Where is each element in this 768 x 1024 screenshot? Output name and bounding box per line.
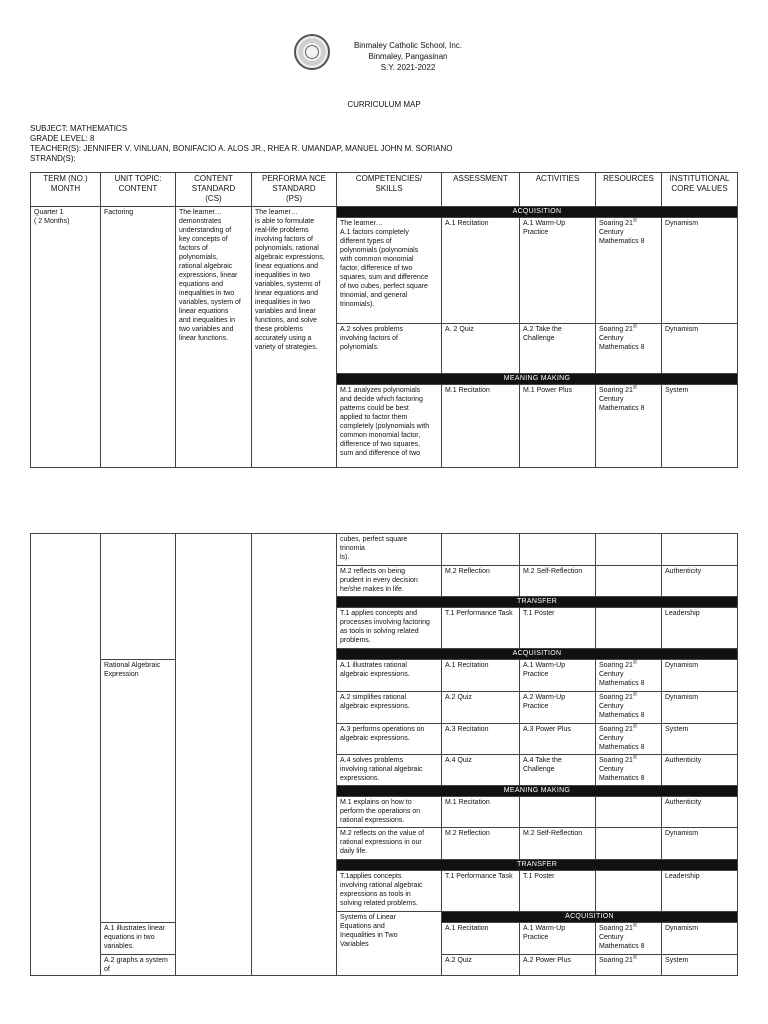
performance-standard-cell xyxy=(252,534,337,976)
resource-cell xyxy=(596,871,662,912)
assessment-cell: M.2 Reflection xyxy=(442,566,520,597)
school-header xyxy=(343,40,473,73)
assessment-cell: A.1 Recitation xyxy=(442,923,520,955)
subject-line: SUBJECT: MATHEMATICS xyxy=(30,124,128,133)
core-value-cell xyxy=(662,534,738,566)
content-standard-header: CONTENT STANDARD (CS) xyxy=(176,173,252,207)
assessment-cell: A.1 Recitation xyxy=(442,218,520,324)
phase-acquisition: ACQUISITION xyxy=(337,649,738,660)
activity-cell: M.2 Self-Reflection xyxy=(520,566,596,597)
table-row xyxy=(31,660,738,692)
phase-meaning-making: MEANING MAKING xyxy=(337,374,738,385)
topic-cell: Systems of Linear Equations and Inequalities in Two Variables xyxy=(337,912,442,976)
assessment-cell: M.1 Recitation xyxy=(442,385,520,468)
resource-cell: Soaring 21st Century Mathematics 8 xyxy=(596,218,662,324)
activity-cell: A.3 Power Plus xyxy=(520,724,596,755)
resource-cell xyxy=(596,608,662,649)
assessment-cell: A.3 Recitation xyxy=(442,724,520,755)
competency-cell: T.1applies concepts involving rational algebraic expressions as tools in solving related problems. xyxy=(337,871,442,912)
topic-cell: Factoring xyxy=(101,207,176,468)
assessment-header: ASSESSMENT xyxy=(442,173,520,207)
phase-row xyxy=(31,207,738,218)
core-value-cell: System xyxy=(662,385,738,468)
curriculum-table-page1 xyxy=(30,172,738,468)
competency-cell: M.1 analyzes polynomials and decide which factoring patterns could be best applied to factor them completely (polynomials with common monomial factor, difference of two squares, sum and difference of two xyxy=(337,385,442,468)
phase-meaning-making: MEANING MAKING xyxy=(337,786,738,797)
term-header: TERM (NO.) MONTH xyxy=(31,173,101,207)
resource-cell: Soaring 21st Century Mathematics 8 xyxy=(596,724,662,755)
phase-acquisition: ACQUISITION xyxy=(442,912,738,923)
phase-transfer: TRANSFER xyxy=(337,597,738,608)
core-value-cell: System xyxy=(662,955,738,976)
assessment-cell: A.2 Quiz xyxy=(442,955,520,976)
activity-cell: A.1 Warm-Up Practice xyxy=(520,923,596,955)
resource-cell xyxy=(596,797,662,828)
school-seal-icon xyxy=(294,34,330,70)
core-value-cell: Dynamism xyxy=(662,218,738,324)
resources-header: RESOURCES xyxy=(596,173,662,207)
competency-cell: A.2 simplifies rational algebraic expressions. xyxy=(337,692,442,724)
core-values-header: INSTITUTIONAL CORE VALUES xyxy=(662,173,738,207)
competencies-header: COMPETENCIES/ SKILLS xyxy=(337,173,442,207)
assessment-cell: A.1 Recitation xyxy=(442,660,520,692)
performance-standard-header: PERFORMA NCE STANDARD (PS) xyxy=(252,173,337,207)
content-standard-cell: The learner… demonstrates understanding of key concepts of factors of polynomials, rational algebraic expressions, linear equations and inequalities in two variables, system of linear equations and inequalities in two variables and linear functions. xyxy=(176,207,252,468)
core-value-cell: Leadership xyxy=(662,871,738,912)
core-value-cell: System xyxy=(662,724,738,755)
resource-cell: Soaring 21st Century Mathematics 8 xyxy=(596,385,662,468)
assessment-cell: M.2 Reflection xyxy=(442,828,520,860)
activity-cell: M.1 Power Plus xyxy=(520,385,596,468)
topic-header: UNIT TOPIC: CONTENT xyxy=(101,173,176,207)
assessment-cell: A.4 Quiz xyxy=(442,755,520,786)
phase-acquisition: ACQUISITION xyxy=(337,207,738,218)
core-value-cell: Dynamism xyxy=(662,324,738,374)
competency-cell: M.1 explains on how to perform the operations on rational expressions. xyxy=(337,797,442,828)
competency-cell: A.2 graphs a system of xyxy=(101,955,176,976)
core-value-cell: Authenticity xyxy=(662,566,738,597)
header-row xyxy=(31,173,738,207)
topic-cell xyxy=(101,534,176,660)
core-value-cell: Dynamism xyxy=(662,692,738,724)
core-value-cell: Dynamism xyxy=(662,660,738,692)
activity-cell xyxy=(520,797,596,828)
core-value-cell: Dynamism xyxy=(662,923,738,955)
term-cell xyxy=(31,534,101,976)
resource-cell xyxy=(596,534,662,566)
resource-cell: Soaring 21st Century Mathematics 8 xyxy=(596,755,662,786)
resource-cell: Soaring 21st xyxy=(596,955,662,976)
assessment-cell: T.1 Performance Task xyxy=(442,608,520,649)
competency-cell: A.2 solves problems involving factors of polynomials. xyxy=(337,324,442,374)
resource-cell: Soaring 21st Century Mathematics 8 xyxy=(596,692,662,724)
activity-cell: A.1 Warm-Up Practice xyxy=(520,218,596,324)
activity-cell: T.1 Poster xyxy=(520,871,596,912)
strand-line: STRAND(S): xyxy=(30,154,76,163)
activity-cell: A.4 Take the Challenge xyxy=(520,755,596,786)
activity-cell: A.2 Warm-Up Practice xyxy=(520,692,596,724)
topic-cell: Rational Algebraic Expression xyxy=(101,660,176,923)
activity-cell: A.2 Take the Challenge xyxy=(520,324,596,374)
activity-cell: M.2 Self-Reflection xyxy=(520,828,596,860)
phase-transfer: TRANSFER xyxy=(337,860,738,871)
assessment-cell: M.1 Recitation xyxy=(442,797,520,828)
grade-line: GRADE LEVEL: 8 xyxy=(30,134,95,143)
competency-cell: The learner… A.1 factors completely different types of polynomials (polynomials with common monomial factor, difference of two squares, sum and difference of two cubes, perfect square trinomial, and general trinomials). xyxy=(337,218,442,324)
competency-cell: A.3 performs operations on algebraic expressions. xyxy=(337,724,442,755)
content-standard-cell xyxy=(176,534,252,976)
assessment-cell: A.2 Quiz xyxy=(442,692,520,724)
core-value-cell: Leadership xyxy=(662,608,738,649)
table-row xyxy=(31,534,738,566)
competency-cell: T.1 applies concepts and processes involving factoring as tools in solving related problems. xyxy=(337,608,442,649)
curriculum-table-page2 xyxy=(30,533,738,976)
activity-cell: T.1 Poster xyxy=(520,608,596,649)
competency-cell: M.2 reflects on being prudent in every decision he/she makes in life. xyxy=(337,566,442,597)
assessment-cell xyxy=(442,534,520,566)
document-title: CURRICULUM MAP xyxy=(347,100,421,109)
resource-cell: Soaring 21st Century Mathematics 8 xyxy=(596,324,662,374)
competency-cell: A.1 illustrates linear equations in two variables. xyxy=(101,923,176,955)
school-location: Binmaley, Pangasinan xyxy=(368,52,448,61)
assessment-cell: A. 2 Quiz xyxy=(442,324,520,374)
resource-cell xyxy=(596,566,662,597)
activities-header: ACTIVITIES xyxy=(520,173,596,207)
performance-standard-cell: The learner… is able to formulate real-life problems involving factors of polynomials, rational algebraic expressions, linear equations and inequalities in two variables, systems of linear equations and inequalities in two variables and linear functions, and solve these problems accurately using a variety of strategies. xyxy=(252,207,337,468)
competency-cell: A.1 illustrates rational algebraic expressions. xyxy=(337,660,442,692)
term-cell: Quarter 1 ( 2 Months) xyxy=(31,207,101,468)
school-year: S.Y. 2021-2022 xyxy=(380,63,436,72)
school-name: Binmaley Catholic School, Inc. xyxy=(353,41,463,50)
teachers-line: TEACHER(S): JENNIFER V. VINLUAN, BONIFACIO A. ALOS JR., RHEA R. UMANDAP, MANUEL JOHN M. SORIANO xyxy=(30,144,453,153)
resource-cell: Soaring 21st Century Mathematics 8 xyxy=(596,923,662,955)
competency-cell: cubes, perfect square trinomia ls). xyxy=(337,534,442,566)
core-value-cell: Authenticity xyxy=(662,755,738,786)
assessment-cell: T.1 Performance Task xyxy=(442,871,520,912)
resource-cell xyxy=(596,828,662,860)
core-value-cell: Authenticity xyxy=(662,797,738,828)
activity-cell: A.2 Power Plus xyxy=(520,955,596,976)
competency-cell: A.4 solves problems involving rational algebraic expressions. xyxy=(337,755,442,786)
resource-cell: Soaring 21st Century Mathematics 8 xyxy=(596,660,662,692)
activity-cell: A.1 Warm-Up Practice xyxy=(520,660,596,692)
core-value-cell: Dynamism xyxy=(662,828,738,860)
competency-cell: M.2 reflects on the value of rational expressions in our daily life. xyxy=(337,828,442,860)
activity-cell xyxy=(520,534,596,566)
